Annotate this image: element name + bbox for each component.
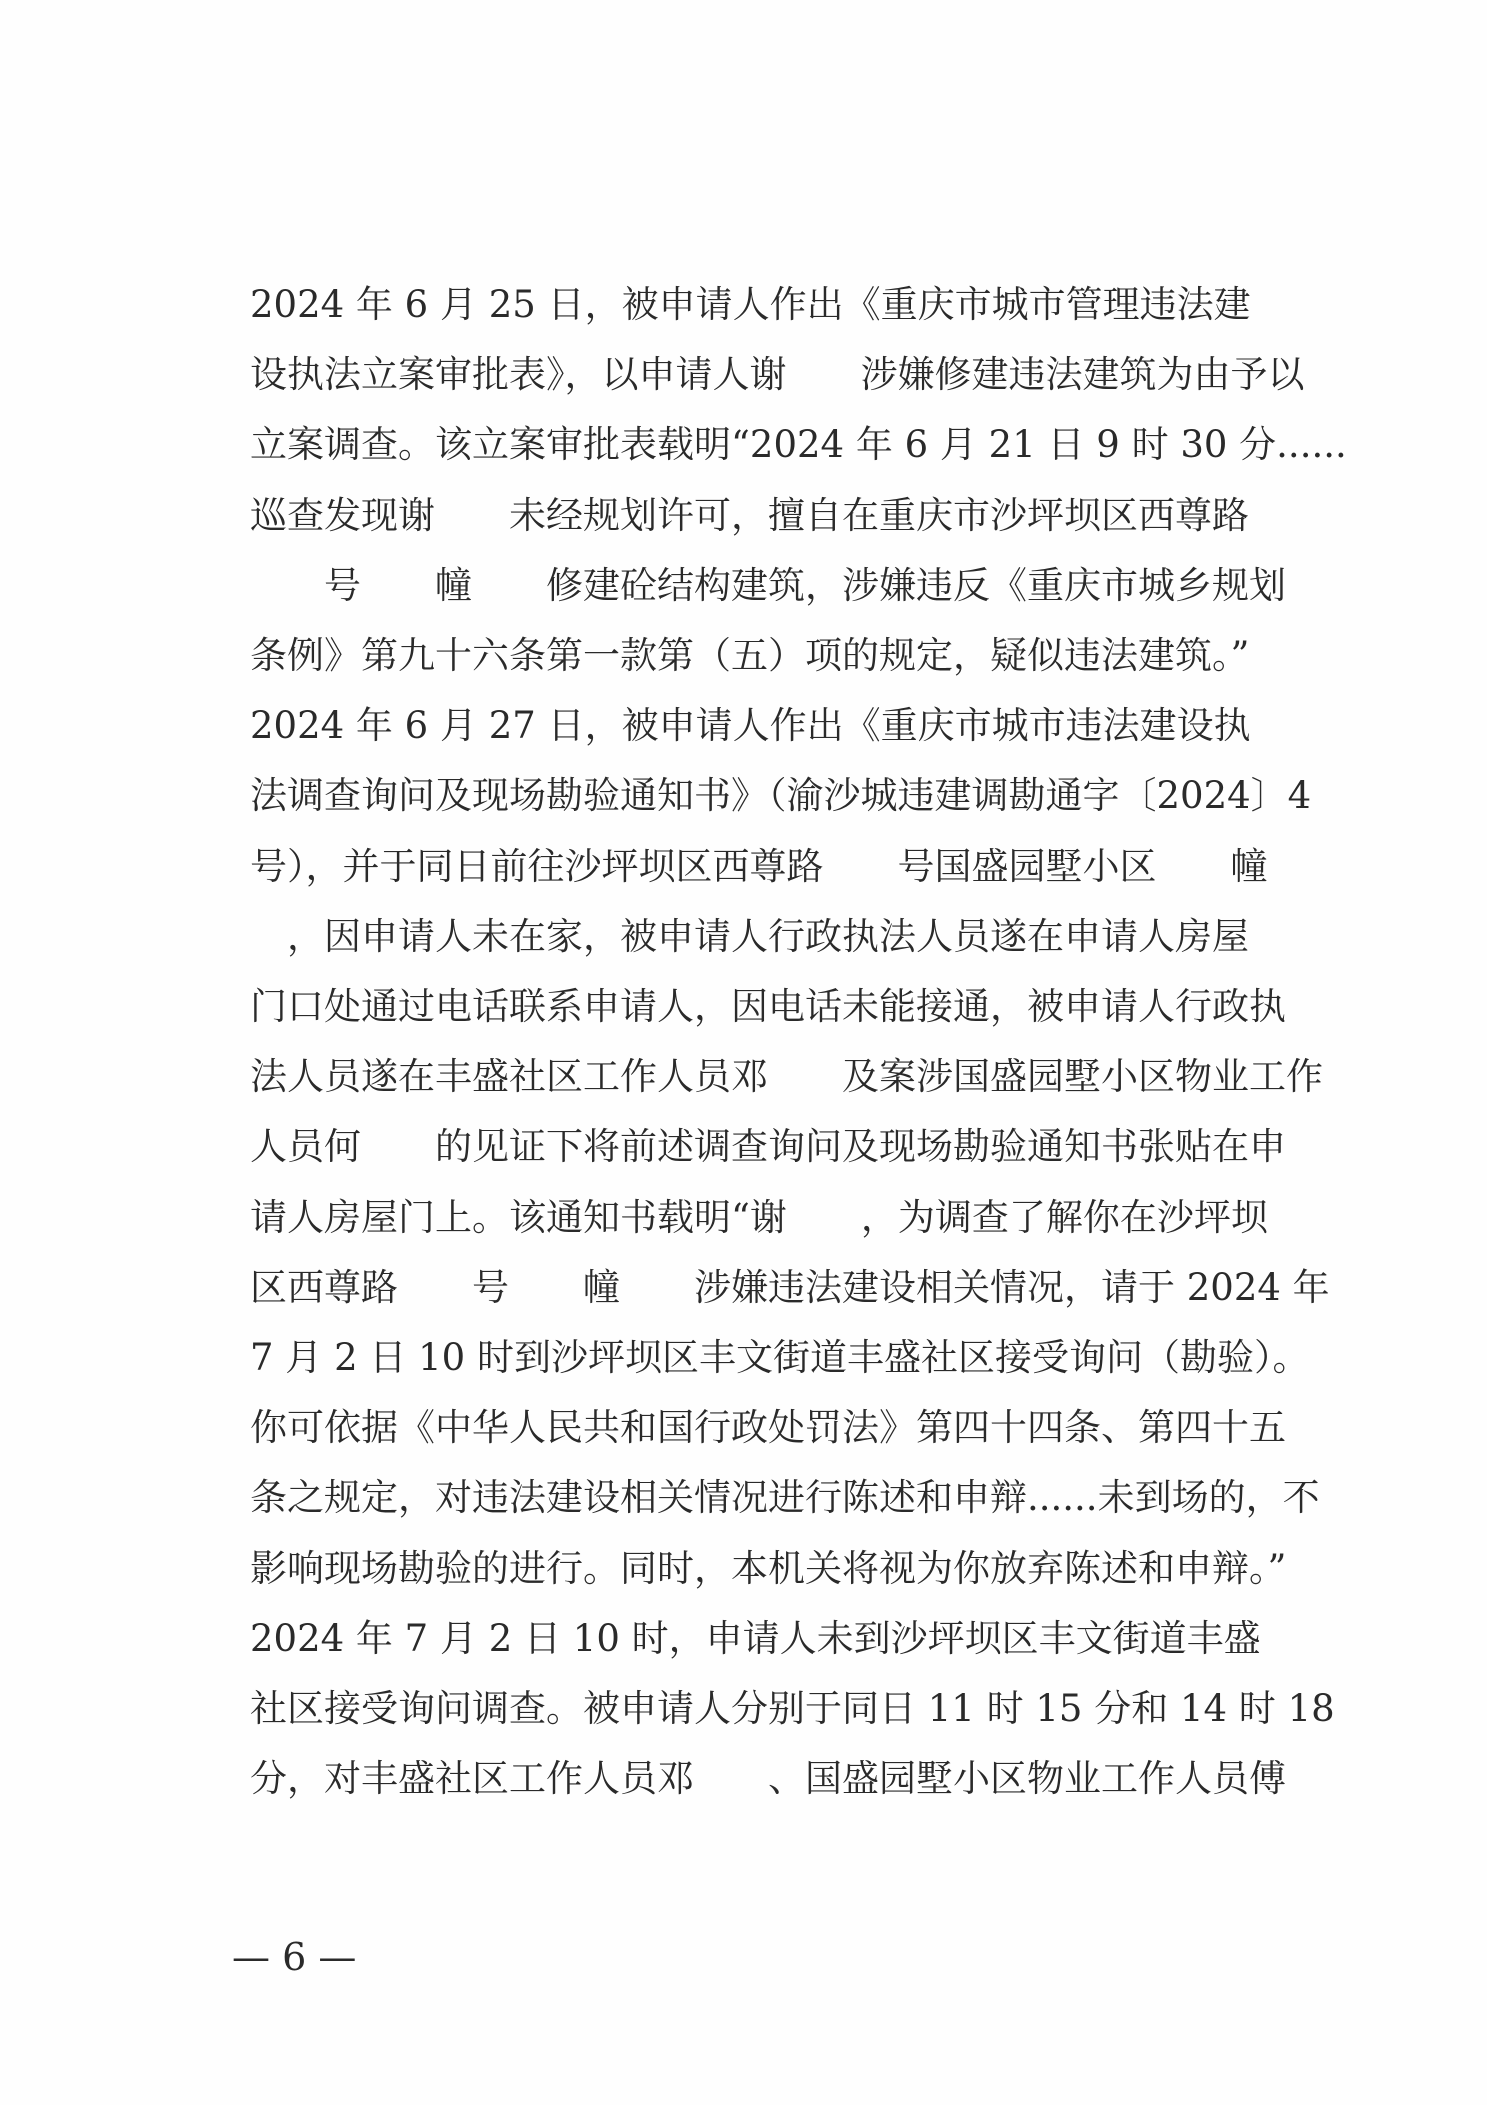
text-line: 7 月 2 日 10 时到沙坪坝区丰文街道丰盛社区接受询问（勘验）。 bbox=[250, 1336, 1310, 1380]
text-line: ，因申请人未在家，被申请人行政执法人员遂在申请人房屋 bbox=[250, 914, 1249, 958]
text-line: 条之规定，对违法建设相关情况进行陈述和申辩......未到场的，不 bbox=[250, 1476, 1320, 1520]
text-line: 你可依据《中华人民共和国行政处罚法》第四十四条、第四十五 bbox=[250, 1406, 1286, 1450]
text-line: 巡查发现谢 未经规划许可，擅自在重庆市沙坪坝区西尊路 bbox=[250, 493, 1249, 537]
text-line: 2024 年 6 月 27 日，被申请人作出《重庆市城市违法建设执 bbox=[250, 704, 1251, 748]
text-line: 2024 年 6 月 25 日，被申请人作出《重庆市城市管理违法建 bbox=[250, 283, 1251, 326]
page-number: — 6 — bbox=[232, 1935, 357, 1979]
text-line: 分，对丰盛社区工作人员邓 、国盛园墅小区物业工作人员傅 bbox=[250, 1757, 1286, 1801]
text-line: 影响现场勘验的进行。同时，本机关将视为你放弃陈述和申辩。” bbox=[250, 1546, 1287, 1590]
text-line: 号），并于同日前往沙坪坝区西尊路 号国盛园墅小区 幢 bbox=[250, 844, 1268, 888]
paragraph-case-filing bbox=[176, 270, 1347, 691]
text-line: 设执法立案审批表》，以申请人谢 涉嫌修建违法建筑为由予以 bbox=[250, 353, 1305, 397]
text-line: 号 幢 修建砼结构建筑，涉嫌违反《重庆市城乡规划 bbox=[250, 563, 1286, 607]
text-line: 人员何 的见证下将前述调查询问及现场勘验通知书张贴在申 bbox=[250, 1125, 1286, 1169]
text-line: 请人房屋门上。该通知书载明“谢 ，为调查了解你在沙坪坝 bbox=[250, 1195, 1268, 1239]
text-line: 法人员遂在丰盛社区工作人员邓 及案涉国盛园墅小区物业工作 bbox=[250, 1055, 1323, 1099]
text-line: 区西尊路 号 幢 涉嫌违法建设相关情况，请于 2024 年 bbox=[250, 1265, 1330, 1309]
text-line: 门口处通过电话联系申请人，因电话未能接通，被申请人行政执 bbox=[250, 985, 1286, 1029]
text-line: 条例》第九十六条第一款第（五）项的规定，疑似违法建筑。” bbox=[250, 634, 1250, 678]
text-line: 法调查询问及现场勘验通知书》（渝沙城违建调勘通字〔2024〕4 bbox=[250, 774, 1312, 818]
paragraph-absence-record bbox=[176, 1604, 1335, 1815]
paragraph-inquiry-notice bbox=[176, 691, 1330, 1604]
text-line: 社区接受询问调查。被申请人分别于同日 11 时 15 分和 14 时 18 bbox=[250, 1687, 1335, 1731]
text-line: 2024 年 7 月 2 日 10 时，申请人未到沙坪坝区丰文街道丰盛 bbox=[250, 1616, 1261, 1660]
text-line: 立案调查。该立案审批表载明“2024 年 6 月 21 日 9 时 30 分...... bbox=[250, 423, 1347, 467]
document-body bbox=[176, 270, 1347, 1814]
